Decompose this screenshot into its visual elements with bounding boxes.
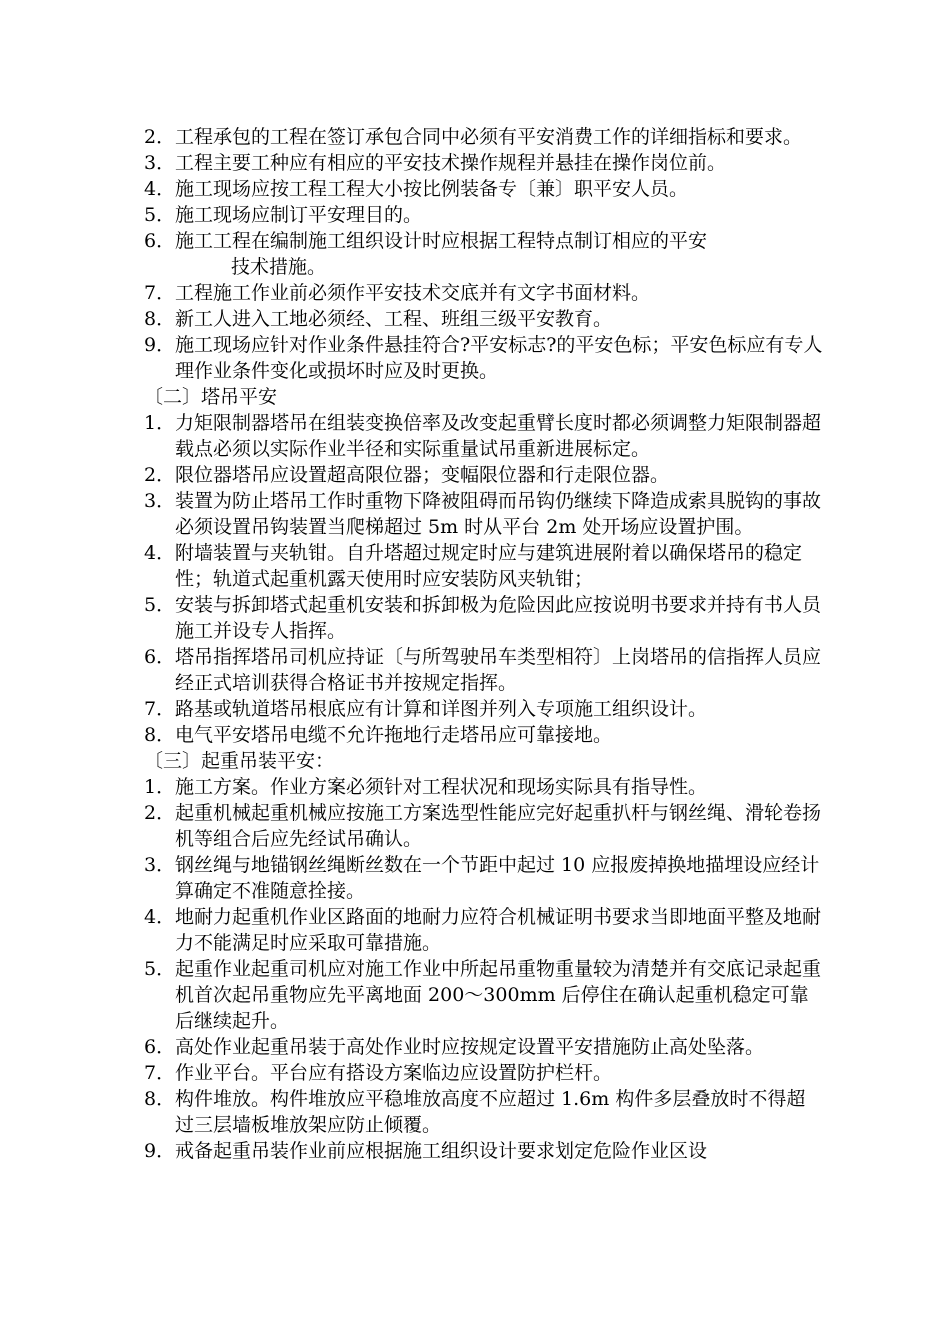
list-item [144, 904, 824, 956]
list-number: 6． [144, 230, 176, 252]
list-text-continuation: 技术措施。 [231, 256, 327, 278]
list-text: 构件堆放。构件堆放应平稳堆放高度不应超过 1.6m 构件多层叠放时不得超过三层墙板堆放架应防止倾覆。 [175, 1088, 806, 1136]
list-item [144, 228, 824, 280]
list-item [144, 462, 824, 488]
list-number: 3． [144, 152, 176, 174]
list-item [144, 852, 824, 904]
list-number: 7． [144, 698, 176, 720]
list-text: 施工现场应按工程工程大小按比例装备专〔兼〕职平安人员。 [175, 178, 689, 200]
list-number: 4． [144, 906, 176, 928]
list-text: 工程承包的工程在签订承包合同中必须有平安消费工作的详细指标和要求。 [175, 126, 803, 148]
list-item [144, 800, 824, 852]
list-item [144, 696, 824, 722]
list-text: 戒备起重吊装作业前应根据施工组织设计要求划定危险作业区设 [175, 1140, 708, 1162]
list-item [144, 202, 824, 228]
list-item [144, 488, 824, 540]
section-lifting-list [144, 774, 824, 1164]
list-item [144, 592, 824, 644]
list-text: 施工现场应制订平安理目的。 [175, 204, 423, 226]
list-text: 施工现场应针对作业条件悬挂符合?平安标志?的平安色标；平安色标应有专人理作业条件变化或损坏时应及时更换。 [175, 334, 823, 382]
list-number: 7． [144, 282, 176, 304]
list-text: 工程主要工种应有相应的平安技术操作规程并悬挂在操作岗位前。 [175, 152, 727, 174]
list-number: 6． [144, 1036, 176, 1058]
list-item [144, 150, 824, 176]
list-text: 安装与拆卸塔式起重机安装和拆卸极为危险因此应按说明书要求并持有书人员施工并设专人指挥。 [175, 594, 822, 642]
list-number: 2． [144, 464, 176, 486]
section-heading-lifting: 〔三〕起重吊装平安： [144, 750, 335, 772]
list-number: 8． [144, 1088, 176, 1110]
list-number: 3． [144, 854, 176, 876]
list-text: 施工工程在编制施工组织设计时应根据工程特点制订相应的平安 [175, 230, 708, 252]
list-item [144, 332, 824, 384]
list-text: 施工方案。作业方案必须针对工程状况和现场实际具有指导性。 [175, 776, 708, 798]
list-text: 起重作业起重司机应对施工作业中所起吊重物重量较为清楚并有交底记录起重机首次起吊重物应先平离地面 200～300mm 后停住在确认起重机稳定可靠后继续起升。 [175, 958, 822, 1032]
list-text: 钢丝绳与地锚钢丝绳断丝数在一个节距中起过 10 应报废掉换地描埋设应经计算确定不准随意拴接。 [175, 854, 820, 902]
list-number: 1． [144, 776, 176, 798]
list-item [144, 644, 824, 696]
list-number: 7． [144, 1062, 176, 1084]
list-text: 力矩限制器塔吊在组装变换倍率及改变起重臂长度时都必须调整力矩限制器超载点必须以实际作业半径和实际重量试吊重新进展标定。 [175, 412, 822, 460]
list-item [144, 176, 824, 202]
list-number: 4． [144, 542, 176, 564]
list-number: 1． [144, 412, 176, 434]
list-number: 5． [144, 958, 176, 980]
list-text: 装置为防止塔吊工作时重物下降被阻碍而吊钩仍继续下降造成索具脱钩的事故必须设置吊钩装置当爬梯超过 5m 时从平台 2m 处开场应设置护围。 [175, 490, 822, 538]
list-item [144, 540, 824, 592]
list-number: 4． [144, 178, 176, 200]
list-text: 附墙装置与夹轨钳。自升塔超过规定时应与建筑进展附着以确保塔吊的稳定性；轨道式起重机露天使用时应安装防风夹轨钳； [175, 542, 803, 590]
list-number: 5． [144, 594, 176, 616]
list-text: 塔吊指挥塔吊司机应持证〔与所驾驶吊车类型相符〕上岗塔吊的信指挥人员应经正式培训获得合格证书并按规定指挥。 [175, 646, 822, 694]
list-number: 9． [144, 1140, 176, 1162]
list-item [144, 774, 824, 800]
list-item [144, 1086, 824, 1138]
list-item [144, 280, 824, 306]
section-heading-tower-crane: 〔二〕塔吊平安 [144, 386, 278, 408]
list-item [144, 1138, 824, 1164]
list-text: 路基或轨道塔吊根底应有计算和详图并列入专项施工组织设计。 [175, 698, 708, 720]
document-body [144, 124, 824, 1164]
list-text: 起重机械起重机械应按施工方案选型性能应完好起重扒杆与钢丝绳、滑轮卷扬机等组合后应先经试吊确认。 [175, 802, 822, 850]
list-text: 地耐力起重机作业区路面的地耐力应符合机械证明书要求当即地面平整及地耐力不能满足时应采取可靠措施。 [175, 906, 822, 954]
list-text: 作业平台。平台应有搭设方案临边应设置防护栏杆。 [175, 1062, 613, 1084]
list-number: 9． [144, 334, 176, 356]
list-number: 8． [144, 724, 176, 746]
list-item [144, 722, 824, 748]
list-text: 工程施工作业前必须作平安技术交底并有文字书面材料。 [175, 282, 651, 304]
list-text: 电气平安塔吊电缆不允许拖地行走塔吊应可靠接地。 [175, 724, 613, 746]
list-number: 8． [144, 308, 176, 330]
list-number: 2． [144, 802, 176, 824]
list-text: 限位器塔吊应设置超高限位器；变幅限位器和行走限位器。 [175, 464, 670, 486]
list-item [144, 1060, 824, 1086]
list-text: 新工人进入工地必须经、工程、班组三级平安教育。 [175, 308, 613, 330]
list-item [144, 306, 824, 332]
list-item [144, 1034, 824, 1060]
list-item [144, 124, 824, 150]
list-item [144, 410, 824, 462]
list-number: 3． [144, 490, 176, 512]
list-number: 6． [144, 646, 176, 668]
section-tower-crane-list [144, 410, 824, 748]
list-number: 5． [144, 204, 176, 226]
list-item [144, 956, 824, 1034]
list-text: 高处作业起重吊装于高处作业时应按规定设置平安措施防止高处坠落。 [175, 1036, 765, 1058]
list-number: 2． [144, 126, 176, 148]
